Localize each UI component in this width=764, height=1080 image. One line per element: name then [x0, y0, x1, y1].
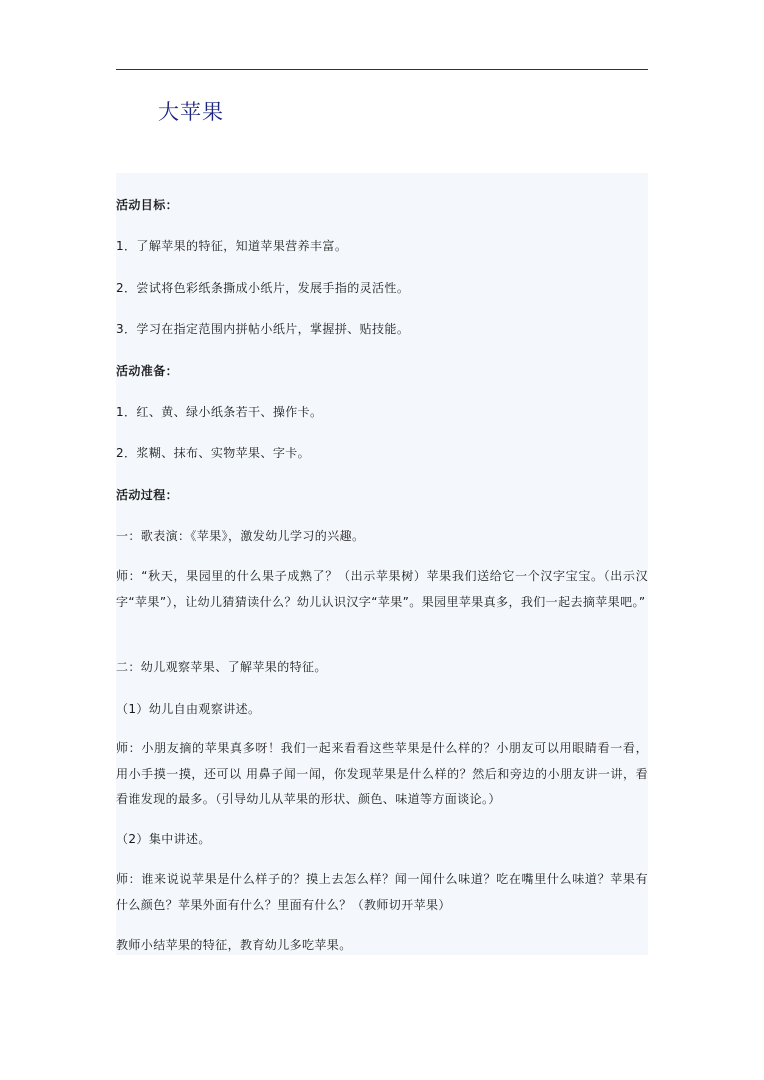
section-heading-goals: 活动目标：: [116, 198, 179, 212]
teacher-dialogue-3: 师：谁来说说苹果是什么样子的？摸上去怎么样？闻一闻什么味道？吃在嘴里什么味道？苹果有什么颜色？苹果外面有什么？里面有什么？（教师切开苹果）: [116, 872, 648, 912]
goal-item-3: 3．学习在指定范围内拼帖小纸片，掌握拼、贴技能。: [116, 322, 410, 336]
teacher-summary: 教师小结苹果的特征，教育幼儿多吃苹果。: [116, 938, 352, 952]
teacher-dialogue-2: 师：小朋友摘的苹果真多呀！我们一起来看看这些苹果是什么样的？小朋友可以用眼睛看一看，用小手摸一摸，还可以 用鼻子闻一闻，你发现苹果是什么样的？然后和旁边的小朋友讲一讲，看看谁发现的最多。（引导幼儿从苹果的形状、颜色、味道等方面谈论。）: [116, 741, 648, 806]
teacher-dialogue-1: 师：“秋天，果园里的什么果子成熟了？（出示苹果树）苹果我们送给它一个汉字宝宝。（出示汉字“苹果”），让幼儿猜猜读什么？幼儿认识汉字“苹果”。果园里苹果真多，我们一起去摘苹果吧。”: [116, 569, 648, 609]
goal-item-1: 1．了解苹果的特征，知道苹果营养丰富。: [116, 239, 348, 253]
header-rule: [116, 69, 648, 70]
substep-1: （1）幼儿自由观察讲述。: [116, 702, 261, 716]
process-step-1: 一：歌表演：《苹果》，激发幼儿学习的兴趣。: [116, 529, 365, 543]
section-heading-process: 活动过程：: [116, 488, 179, 502]
document-title: 大苹果: [158, 100, 224, 124]
substep-2: （2）集中讲述。: [116, 832, 211, 846]
goal-item-2: 2．尝试将色彩纸条撕成小纸片，发展手指的灵活性。: [116, 281, 410, 295]
preparation-item-1: 1．红、黄、绿小纸条若干、操作卡。: [116, 405, 323, 419]
process-step-2: 二：幼儿观察苹果、了解苹果的特征。: [116, 660, 327, 674]
section-heading-preparation: 活动准备：: [116, 364, 179, 378]
preparation-item-2: 2．浆糊、抹布、实物苹果、字卡。: [116, 446, 311, 460]
